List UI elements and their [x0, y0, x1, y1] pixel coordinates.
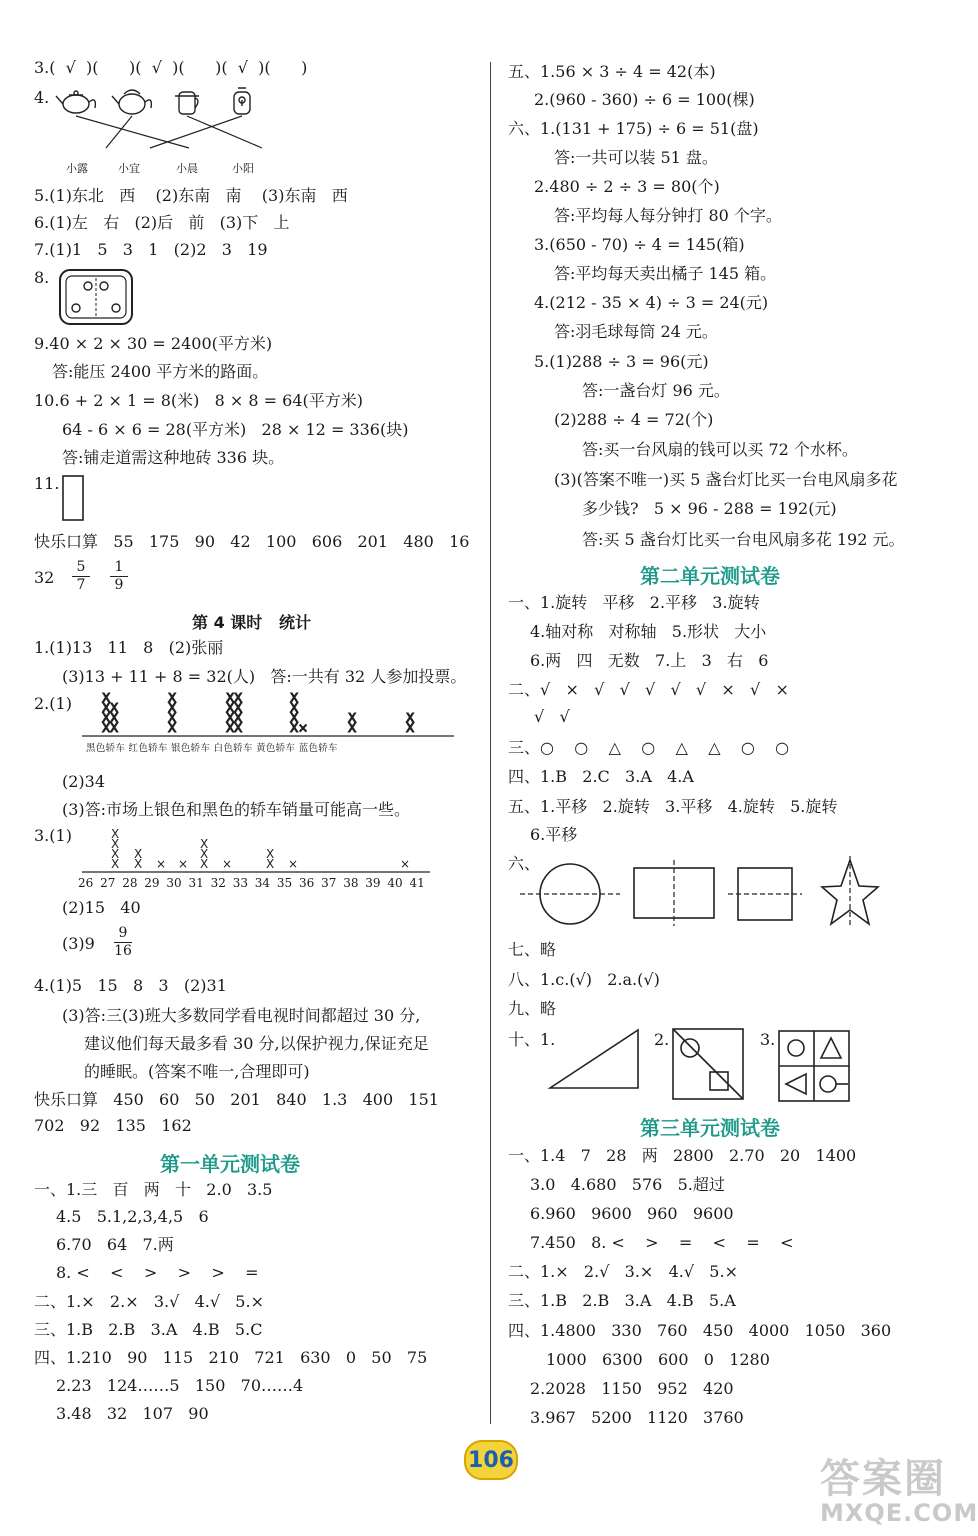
mental-math-line: 快乐口算 450 60 50 201 840 1.3 400 151 [34, 1090, 439, 1109]
name-label: 小宜 [118, 162, 140, 175]
axis-tick-label: 36 [299, 876, 315, 890]
svg-text:X: X [348, 711, 357, 725]
svg-text:X: X [266, 857, 275, 871]
axis-tick-label: 37 [321, 876, 337, 890]
svg-text:×: × [288, 857, 299, 871]
answer-line: 八、1.c.(√) 2.a.(√) [508, 970, 660, 989]
answer-line: 答:买一台风扇的钱可以买 72 个水杯。 [582, 440, 858, 459]
axis-tick-label: 39 [365, 876, 381, 890]
svg-text:X: X [234, 701, 243, 715]
svg-text:×: × [178, 857, 189, 871]
answer-line: 1.(1)13 11 8 (2)张丽 [34, 638, 224, 657]
answer-line: 2. [654, 1030, 670, 1049]
answer-line: 一、1.旋转 平移 2.平移 3.旋转 [508, 593, 760, 612]
page-number-badge [464, 1440, 518, 1480]
svg-text:X: X [200, 837, 209, 851]
answer-line: (3)答:三(3)班大多数同学看电视时间都超过 30 分, [62, 1006, 421, 1025]
answer-line: 二、√ × √ √ √ √ √ × √ × [508, 680, 789, 699]
axis-tick-label: 32 [210, 876, 226, 890]
axis-tick-label: 31 [188, 876, 204, 890]
answer-line: 答:一盏台灯 96 元。 [582, 381, 730, 400]
mental-math-line: 32 [34, 568, 55, 587]
answer-line: 6.平移 [530, 825, 578, 844]
answer-line: 7.(1)1 5 3 1 (2)2 3 19 [34, 240, 268, 259]
svg-text:X: X [406, 721, 415, 735]
svg-text:X: X [111, 827, 120, 841]
answer-line: 的睡眠。(答案不唯一,合理即可) [84, 1062, 310, 1081]
svg-text:X: X [226, 701, 235, 715]
answer-line: 9.40 × 2 × 30 = 2400(平方米) [34, 334, 273, 353]
answer-line: 答:铺走道需这种地砖 336 块。 [62, 448, 285, 467]
answer-line: 3.967 5200 1120 3760 [530, 1408, 744, 1427]
svg-text:X: X [134, 847, 143, 861]
rectangle-figure [62, 475, 84, 521]
axis-tick-label: 41 [409, 876, 425, 890]
svg-text:×: × [298, 721, 309, 735]
answer-line: 2.23 124……5 150 70……4 [56, 1376, 304, 1395]
svg-text:X: X [110, 701, 119, 715]
watermark-line2: MXQE.COM [820, 1499, 978, 1527]
answer-line: 五、1.平移 2.旋转 3.平移 4.旋转 5.旋转 [508, 797, 838, 816]
answer-line: 2.480 ÷ 2 ÷ 3 = 80(个) [534, 177, 720, 196]
svg-text:X: X [266, 847, 275, 861]
svg-text:X: X [110, 711, 119, 725]
column-divider [490, 62, 491, 1424]
answer-line: (3)答:市场上银色和黑色的轿车销量可能高一些。 [62, 800, 411, 819]
answer-line: 3.(1) [34, 826, 72, 845]
axis-tick-label: 26 [78, 876, 94, 890]
axis-tick-label: 30 [166, 876, 182, 890]
svg-text:×: × [222, 857, 233, 871]
answer-line: 4. [34, 88, 50, 107]
answer-line: 三、1.B 2.B 3.A 4.B 5.C [34, 1320, 263, 1339]
answer-line: 6.960 9600 960 9600 [530, 1204, 734, 1223]
answer-line: 三、1.B 2.B 3.A 4.B 5.A [508, 1291, 736, 1310]
axis-tick-label: 40 [387, 876, 403, 890]
answer-line: 6.70 64 7.两 [56, 1235, 174, 1254]
answer-line: 建议他们每天最多看 30 分,以保护视力,保证充足 [84, 1034, 429, 1053]
fraction: 1 9 [110, 560, 128, 593]
svg-text:X: X [226, 721, 235, 735]
axis-tick-label: 33 [232, 876, 248, 890]
answer-line: (2)288 ÷ 4 = 72(个) [554, 410, 714, 429]
watermark [820, 1458, 978, 1526]
answer-line: 3.( √ )( )( √ )( )( √ )( ) [34, 58, 308, 77]
svg-text:X: X [290, 721, 299, 735]
answer-line: 答:平均每人每分钟打 80 个字。 [554, 206, 782, 225]
svg-text:X: X [168, 691, 177, 705]
name-label: 小晨 [176, 162, 198, 175]
line-plot-figure [82, 826, 432, 874]
unit1-title: 第一单元测试卷 [160, 1152, 300, 1176]
watermark-line1: 答案圈 [820, 1456, 946, 1502]
axis-tick-label: 27 [100, 876, 116, 890]
answer-line: 答:能压 2400 平方米的路面。 [52, 362, 269, 381]
answer-line: 答:羽毛球每筒 24 元。 [554, 322, 718, 341]
name-label: 小露 [66, 162, 88, 175]
answer-line: 七、略 [508, 940, 557, 959]
svg-text:×: × [400, 857, 411, 871]
answer-line: 10.6 + 2 × 1 = 8(米) 8 × 8 = 64(平方米) [34, 391, 364, 410]
answer-line: 3.(650 - 70) ÷ 4 = 145(箱) [534, 235, 745, 254]
answer-line: 2.2028 1150 952 420 [530, 1379, 734, 1398]
unit2-title: 第二单元测试卷 [640, 564, 780, 588]
dice-face-figure [58, 268, 134, 326]
lesson-title: 第 4 课时 统计 [192, 613, 311, 632]
answer-line: 六、1.(131 + 175) ÷ 6 = 51(盘) [508, 119, 759, 138]
fraction: 9 16 [114, 925, 132, 959]
svg-text:X: X [134, 857, 143, 871]
answer-line: 四、1.4800 330 760 450 4000 1050 360 [508, 1321, 892, 1340]
svg-text:X: X [168, 721, 177, 735]
answer-line: 三、○ ○ △ ○ △ △ ○ ○ [508, 738, 790, 757]
square-diagonal-figure [672, 1028, 744, 1100]
answer-line: 4.5 5.1,2,3,4,5 6 [56, 1207, 209, 1226]
answer-line: 答:一共可以装 51 盘。 [554, 148, 718, 167]
triangle-figure [548, 1028, 640, 1090]
answer-line: 2.(960 - 360) ÷ 6 = 100(棵) [534, 90, 755, 109]
answer-line: 十、1. [508, 1030, 556, 1049]
axis-tick-label: 29 [144, 876, 160, 890]
fraction: 5 7 [72, 560, 90, 593]
svg-text:X: X [234, 691, 243, 705]
answer-line: 8. [34, 268, 50, 287]
answer-line: 6.两 四 无数 7.上 3 右 6 [530, 651, 769, 670]
symmetry-axis-figures [520, 856, 880, 928]
axis-tick-label: 28 [122, 876, 138, 890]
answer-line: 6.(1)左 右 (2)后 前 (3)下 上 [34, 213, 290, 232]
svg-text:X: X [348, 721, 357, 735]
answer-line: 5.(1)288 ÷ 3 = 96(元) [534, 352, 709, 371]
answer-line: 答:买 5 盏台灯比买一台电风扇多花 192 元。 [582, 530, 905, 549]
svg-text:X: X [290, 691, 299, 705]
answer-line: 二、1.× 2.√ 3.× 4.√ 5.× [508, 1262, 738, 1281]
answer-line: 5.(1)东北 西 (2)东南 南 (3)东南 西 [34, 186, 348, 205]
answer-line: 4.(212 - 35 × 4) ÷ 3 = 24(元) [534, 293, 769, 312]
axis-tick-label: 35 [276, 876, 293, 890]
answer-line: 九、略 [508, 999, 557, 1018]
answer-line: 3. [760, 1030, 776, 1049]
svg-text:X: X [102, 711, 111, 725]
answer-line: 答:平均每天卖出橘子 145 箱。 [554, 264, 777, 283]
svg-text:X: X [111, 857, 120, 871]
answer-line: 3.48 32 107 90 [56, 1404, 209, 1423]
svg-text:X: X [111, 847, 120, 861]
answer-line: 一、1.三 百 两 十 2.0 3.5 [34, 1180, 273, 1199]
axis-tick-label: 38 [343, 876, 359, 890]
answer-line: 4.轴对称 对称轴 5.形状 大小 [530, 622, 767, 641]
answer-line: 四、1.210 90 115 210 721 630 0 50 75 [34, 1348, 428, 1367]
answer-line: 多少钱? 5 × 96 - 288 = 192(元) [582, 499, 837, 518]
svg-text:X: X [102, 691, 111, 705]
answer-line: 四、1.B 2.C 3.A 4.A [508, 767, 694, 786]
svg-text:X: X [200, 847, 209, 861]
answer-line: 五、1.56 × 3 ÷ 4 = 42(本) [508, 62, 716, 81]
svg-text:X: X [234, 711, 243, 725]
answer-line: 11. [34, 474, 60, 493]
page-number: 106 [468, 1447, 514, 1473]
svg-text:X: X [168, 711, 177, 725]
axis-tick-label: 34 [254, 876, 271, 890]
mental-math-line: 快乐口算 55 175 90 42 100 606 201 480 16 [34, 532, 470, 551]
svg-text:X: X [226, 711, 235, 725]
answer-line: 一、1.4 7 28 两 2800 2.70 20 1400 [508, 1146, 857, 1165]
answer-line: (3)13 + 11 + 8 = 32(人) 答:一共有 32 人参加投票。 [62, 667, 467, 686]
svg-text:X: X [110, 721, 119, 735]
answer-line: 1000 6300 600 0 1280 [546, 1350, 770, 1369]
car-color-labels: 黑色轿车 红色轿车 银色轿车 白色轿车 黄色轿车 蓝色轿车 [86, 743, 338, 754]
unit3-title: 第三单元测试卷 [640, 1116, 780, 1140]
svg-text:X: X [406, 711, 415, 725]
answer-line: (2)34 [62, 772, 106, 791]
svg-text:X: X [290, 701, 299, 715]
mental-math-line: 702 92 135 162 [34, 1116, 192, 1135]
answer-line: 二、1.× 2.× 3.√ 4.√ 5.× [34, 1292, 264, 1311]
grid-shapes-figure [778, 1030, 850, 1102]
svg-text:×: × [156, 857, 167, 871]
answer-line: 六、 [508, 854, 541, 873]
svg-text:X: X [200, 857, 209, 871]
answer-line: (2)15 40 [62, 898, 141, 917]
answer-line: √ √ [534, 707, 570, 726]
svg-text:X: X [290, 711, 299, 725]
answer-line: 4.(1)5 15 8 3 (2)31 [34, 976, 227, 995]
svg-text:X: X [234, 721, 243, 735]
answer-line: 2.(1) [34, 694, 72, 713]
svg-text:X: X [226, 691, 235, 705]
answer-line: (3)9 [62, 934, 95, 953]
answer-line: 7.450 8. < > = < = < [530, 1233, 794, 1252]
line-plot-axis [78, 876, 434, 892]
name-label: 小阳 [232, 162, 254, 175]
answer-line: 8. < < > > > = [56, 1263, 259, 1282]
answer-line: 64 - 6 × 6 = 28(平方米) 28 × 12 = 336(块) [62, 420, 409, 439]
svg-text:X: X [102, 721, 111, 735]
svg-text:X: X [111, 837, 120, 851]
svg-text:X: X [168, 701, 177, 715]
answer-line: (3)(答案不唯一)买 5 盏台灯比买一台电风扇多花 [554, 470, 898, 489]
answer-line: 3.0 4.680 576 5.超过 [530, 1175, 725, 1194]
tally-chart-cars [82, 688, 456, 740]
svg-text:X: X [102, 701, 111, 715]
